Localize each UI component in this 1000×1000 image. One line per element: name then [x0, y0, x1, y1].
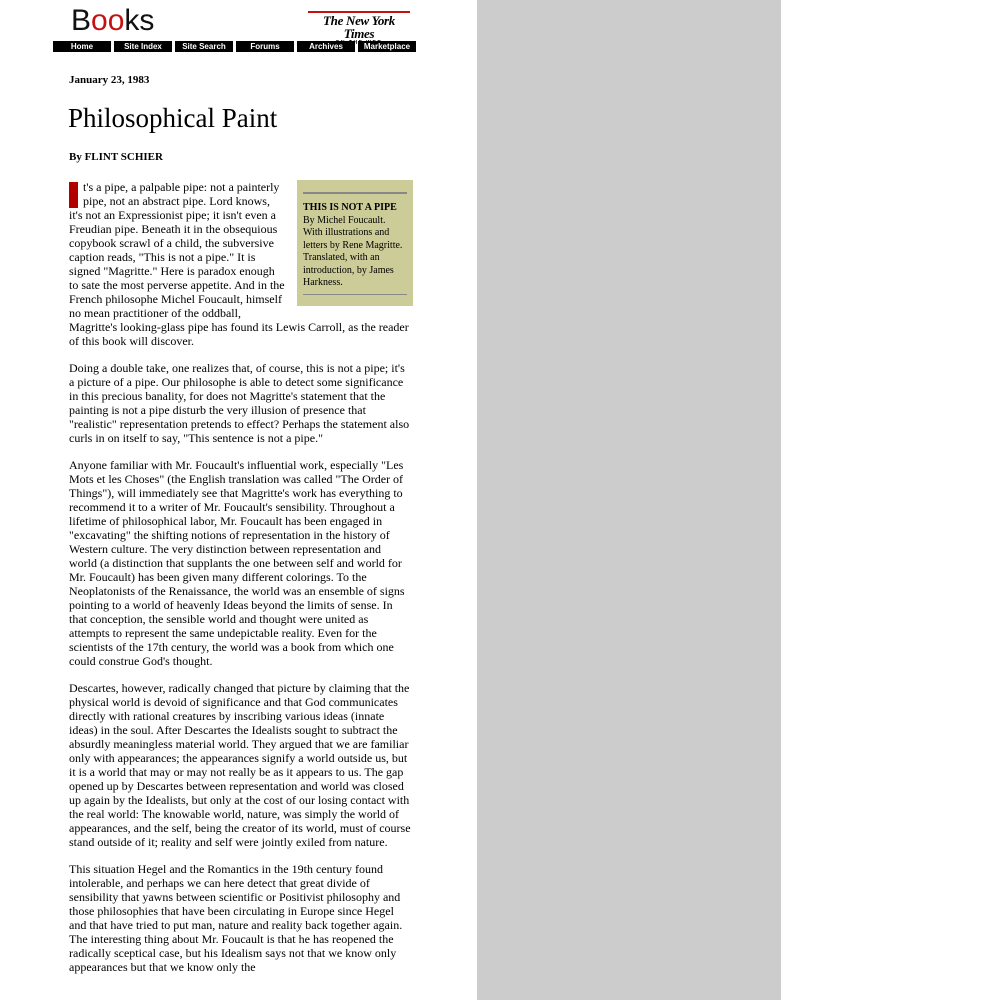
- nav-marketplace-button[interactable]: Marketplace: [358, 41, 416, 52]
- article-paragraph-1: t's a pipe, a palpable pipe: not a painterly pipe, not an abstract pipe. Lord knows, it's not an Expressionist pipe; it isn't even a Freudian pipe. Beneath it in the obsequious copybook scrawl of a child, the subversive caption reads, "This is not a pipe." It is signed "Magritte." Here is paradox enough to sate the most perverse appetite. And in the French philosophe Michel Foucault, himself no mean practitioner of the oddball, Magritte's looking-glass pipe has found its Lewis Carroll, as the reader of this book will discover.: [69, 180, 409, 348]
- logo-o-1: o: [91, 4, 108, 37]
- drop-cap-mark: [69, 182, 78, 208]
- book-details: By Michel Foucault. With illustrations and letters by Rene Magritte. Translated, with an introduction, by James Harkness.: [303, 214, 403, 288]
- book-info-box: [297, 180, 413, 306]
- article-paragraph-4: Descartes, however, radically changed that picture by claiming that the physical world is devoid of significance and that God communicates directly with rational creatures by inscribing various ideas (innate ideas) in the soul. After Descartes the Idealists sought to subtract the absurdly meaningless material world. They argued that we are familiar only with appearances; the appearances signify a world outside us, but it is a world that may or may not really be as it appears to us. The gap opened up by Descartes between representation and world was closed up again by the Idealists, but only at the cost of our losing contact with the real world: The knowable world, nature, was simply the world of appearances, and the self, being the creator of its world, must of course stand outside of it; reality and self were jointly exiled from nature.: [69, 681, 411, 849]
- article-byline: By FLINT SCHIER: [69, 151, 163, 163]
- article-date: January 23, 1983: [69, 74, 150, 86]
- books-logo[interactable]: Books: [71, 4, 155, 37]
- nyt-logo-title: The New York Times: [323, 13, 395, 41]
- book-info-top-rule: [303, 192, 407, 194]
- article-body: [69, 180, 411, 987]
- nyt-logo[interactable]: [308, 11, 410, 46]
- book-info-bottom-rule: [303, 294, 407, 295]
- nav-archives-button[interactable]: Archives: [297, 41, 355, 52]
- nav-site-index-button[interactable]: Site Index: [114, 41, 172, 52]
- nav-home-button[interactable]: Home: [53, 41, 111, 52]
- article-title: Philosophical Paint: [68, 103, 278, 133]
- book-title: THIS IS NOT A PIPE: [303, 202, 397, 213]
- top-nav: [53, 41, 416, 52]
- nav-forums-button[interactable]: Forums: [236, 41, 294, 52]
- logo-o-2: o: [107, 4, 125, 37]
- article-paragraph-3: Anyone familiar with Mr. Foucault's influential work, especially "Les Mots et les Choses" (the English translation was called "The Order of Things"), will immediately see that Magritte's work has everything to recommend it to a writer of Mr. Foucault's sensibility. Throughout a lifetime of philosophical labor, Mr. Foucault has been engaged in "excavating" the shifting notions of representation in the history of Western culture. The very distinction between representation and world (a distinction that supplants the one between self and world for Mr. Foucault) has been given many different colorings. To the Neoplatonists of the Renaissance, the world was an ensemble of signs pointing to a world of heavenly Ideas beyond the limits of sense. In that conception, the sensible world and thought were united as attempts to represent the same undepictable reality. Even for the scientists of the 17th century, the world was a book from which one could construe God's thought.: [69, 458, 405, 668]
- right-gray-panel: [477, 0, 781, 1000]
- nav-site-search-button[interactable]: Site Search: [175, 41, 233, 52]
- nyt-logo-subtitle: THE: [348, 40, 364, 46]
- article-paragraph-2: Doing a double take, one realizes that, of course, this is not a pipe; it's a picture of a pipe. Our philosophe is able to detect some significance in this precious banality, for does not Magritte's statement that the painting is not a pipe disturb the very illusion of presence that "realistic" representation pretends to effect? Perhaps the statement also curls in on itself to say, "This sentence is not a pipe.": [69, 361, 410, 445]
- article-paragraph-5: This situation Hegel and the Romantics in the 19th century found intolerable, and perhaps we can here detect that great divide of sensibility that yawns between scientific or Positivist philosophy and those philosophies that have been circulating in Europe since Hegel and that have tried to put man, nature and reality back together again. The interesting thing about Mr. Foucault is that he has reopened the radically sceptical case, but his Idealism says not that we know only appearances but that we know only the: [69, 862, 403, 974]
